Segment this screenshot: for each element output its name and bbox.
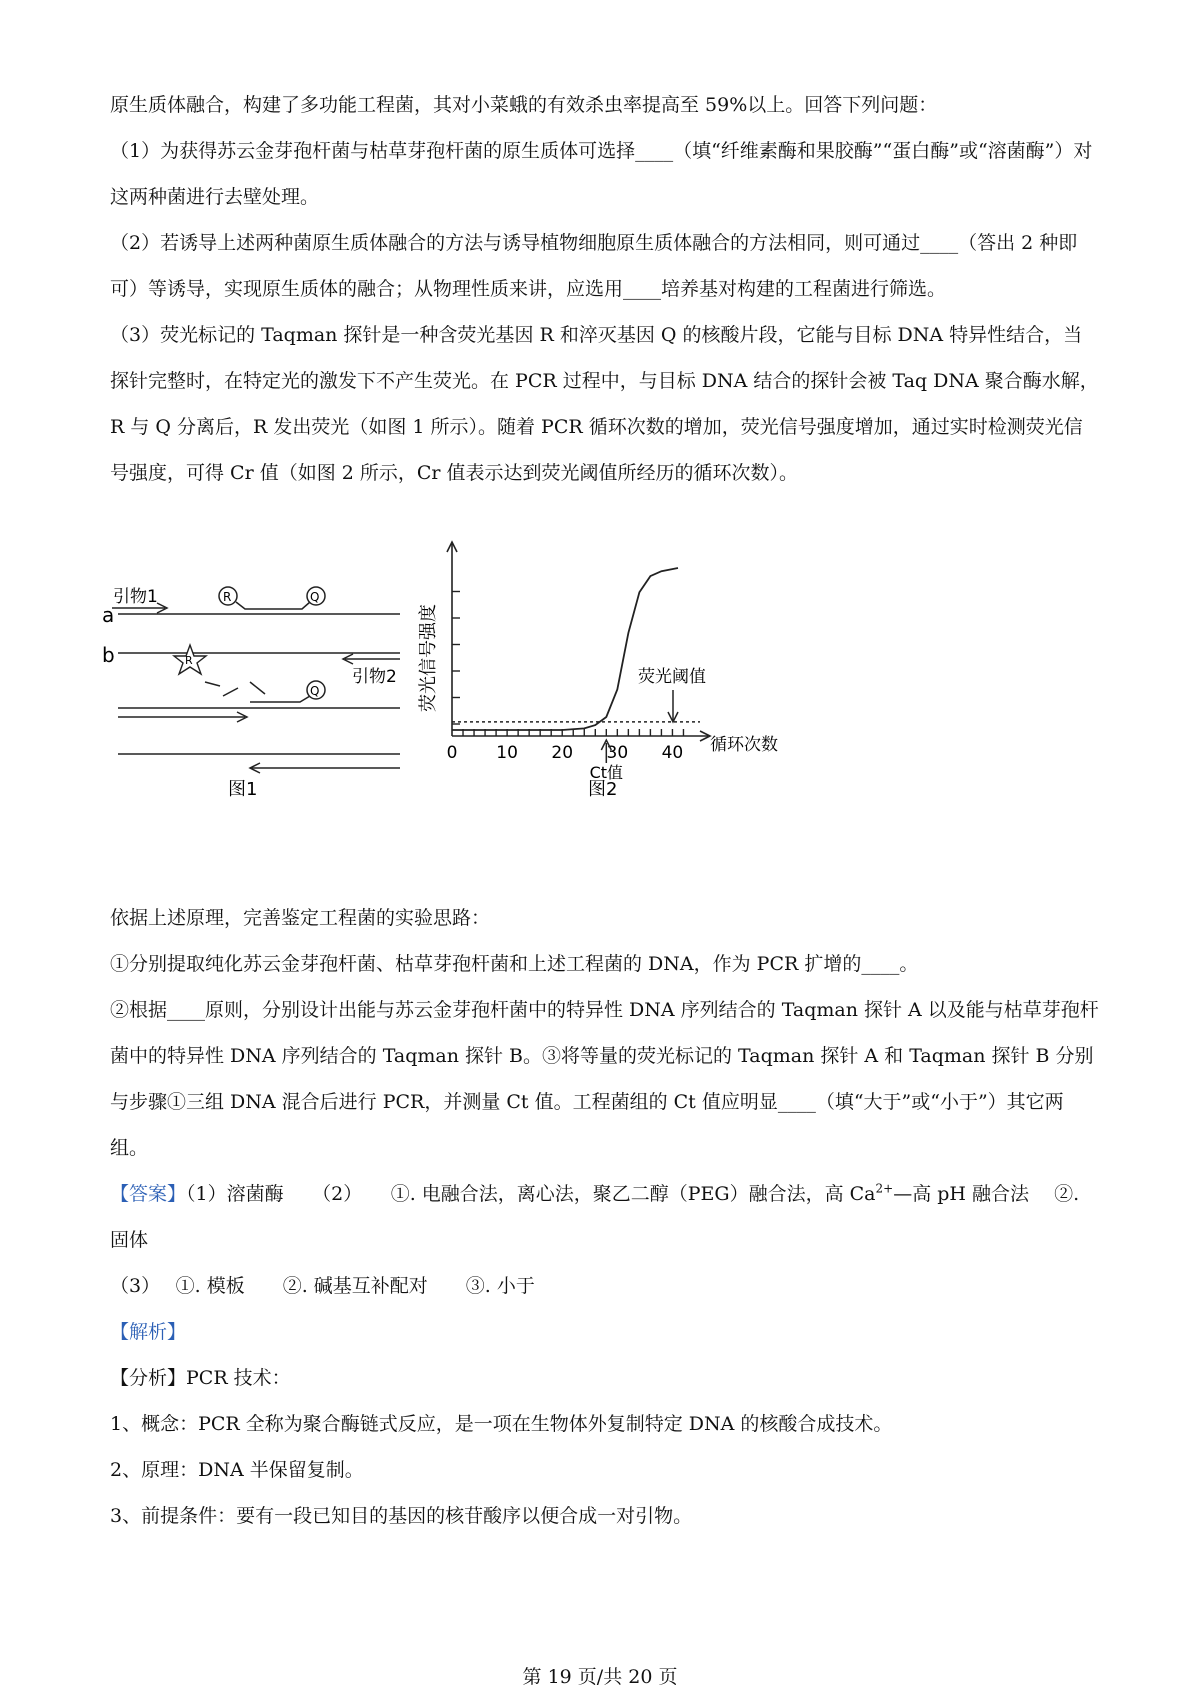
r-label-intact: R xyxy=(223,590,232,604)
threshold-label: 荧光阈值 xyxy=(638,667,706,687)
figure1-caption: 图1 xyxy=(228,779,258,800)
x-tick-label: 40 xyxy=(661,743,684,763)
y-axis-label: 荧光信号强度 xyxy=(418,604,439,712)
experiment-text xyxy=(110,895,1100,1539)
y-axis-ticks xyxy=(452,592,460,725)
analysis-item-2: 2、原理：DNA 半保留复制。 xyxy=(110,1459,364,1481)
x-tick-label: 30 xyxy=(606,743,629,763)
probe-intact xyxy=(236,602,310,609)
figure-2 xyxy=(418,542,778,800)
question-text xyxy=(110,82,1100,496)
x-axis-label: 循环次数 xyxy=(710,735,778,755)
primer1-label: 引物1 xyxy=(113,587,158,607)
analysis-item-1: 1、概念：PCR 全称为聚合酶链式反应，是一项在生物体外复制特定 DNA 的核酸合成技术。 xyxy=(110,1413,893,1435)
ct-label: Ct值 xyxy=(589,763,624,782)
series-curve xyxy=(452,568,678,730)
figure2-caption: 图2 xyxy=(588,779,618,800)
fragment-3 xyxy=(250,682,265,694)
question-1: （1）为获得苏云金芽孢杆菌与枯草芽孢杆菌的原生质体可选择____（填“纤维素酶和果胶酶”“蛋白酶”或“溶菌酶”）对这两种菌进行去壁处理。 xyxy=(110,140,1093,208)
x-tick-label: 20 xyxy=(551,743,574,763)
probe-remnant xyxy=(250,696,310,702)
analysis-item-0: 【分析】PCR 技术： xyxy=(110,1367,291,1389)
question-3: （3）荧光标记的 Taqman 探针是一种含荧光基因 R 和淬灭基因 Q 的核酸片段，它能与目标 DNA 特异性结合，当探针完整时，在特定光的激发下不产生荧光。在 PCR 过程中，与目标 DNA 结合的探针会被 Taq DNA 聚合酶水解，R 与 Q 分离后，R 发出荧光（如图 1 所示）。随着 PCR 循环次数的增加，荧光信号强度增加，通过实时检测荧光信号强度，可得 Cr 值（如图 2 所示，Cr 值表示达到荧光阈值所经历的循环次数）。 xyxy=(110,324,1099,484)
primer2-label: 引物2 xyxy=(352,667,397,687)
answer-part-2: —高 pH 融合法 ②. 固体 xyxy=(110,1183,1080,1251)
fragment-1 xyxy=(205,682,220,686)
figure-1 xyxy=(102,587,400,800)
answer-part-1: （1）溶菌酶 （2） ①. 电融合法，离心法，聚乙二醇（PEG）融合法，高 Ca xyxy=(186,1183,876,1205)
figures xyxy=(102,578,910,878)
fragment-2 xyxy=(223,688,238,696)
x-axis-ticks xyxy=(447,729,684,763)
x-tick-label: 10 xyxy=(496,743,518,763)
answer-superscript: 2+ xyxy=(875,1181,894,1196)
experiment-intro: 依据上述原理，完善鉴定工程菌的实验思路： xyxy=(110,907,491,929)
analysis-tag: 【解析】 xyxy=(110,1321,187,1343)
r-label-released: R xyxy=(185,654,193,667)
q-label-released: Q xyxy=(310,684,320,698)
answer-line-2: （3） ①. 模板 ②. 碱基互补配对 ③. 小于 xyxy=(110,1275,535,1297)
answer-tag: 【答案】 xyxy=(110,1183,187,1205)
question-2: （2）若诱导上述两种菌原生质体融合的方法与诱导植物细胞原生质体融合的方法相同，则可通过____（答出 2 种即可）等诱导，实现原生质体的融合；从物理性质来讲，应选用____培养基对构建的工程菌进行筛选。 xyxy=(110,232,1078,300)
strand-b-label: b xyxy=(102,643,115,667)
intro-paragraph: 原生质体融合，构建了多功能工程菌，其对小菜蛾的有效杀虫率提高至 59%以上。回答下列问题： xyxy=(110,94,938,116)
x-tick-label: 0 xyxy=(446,743,458,763)
page-footer: 第 19 页/共 20 页 xyxy=(522,1666,678,1688)
q-label-intact: Q xyxy=(310,590,320,604)
strand-a-label: a xyxy=(102,603,115,627)
analysis-item-3: 3、前提条件：要有一段已知目的基因的核苷酸序以便合成一对引物。 xyxy=(110,1505,693,1527)
answer-line-1 xyxy=(110,1171,1100,1263)
step-1: ①分别提取纯化苏云金芽孢杆菌、枯草芽孢杆菌和上述工程菌的 DNA，作为 PCR 扩增的____。 xyxy=(110,953,919,975)
step-2-3: ②根据____原则，分别设计出能与苏云金芽孢杆菌中的特异性 DNA 序列结合的 Taqman 探针 A 以及能与枯草芽孢杆菌中的特异性 DNA 序列结合的 Taqman 探针 B。③将等量的荧光标记的 Taqman 探针 A 和 Taqman 探针 B 分别与步骤①三组 DNA 混合后进行 PCR，并测量 Ct 值。工程菌组的 Ct 值应明显____（填“大于”或“小于”）其它两组。 xyxy=(110,999,1099,1159)
